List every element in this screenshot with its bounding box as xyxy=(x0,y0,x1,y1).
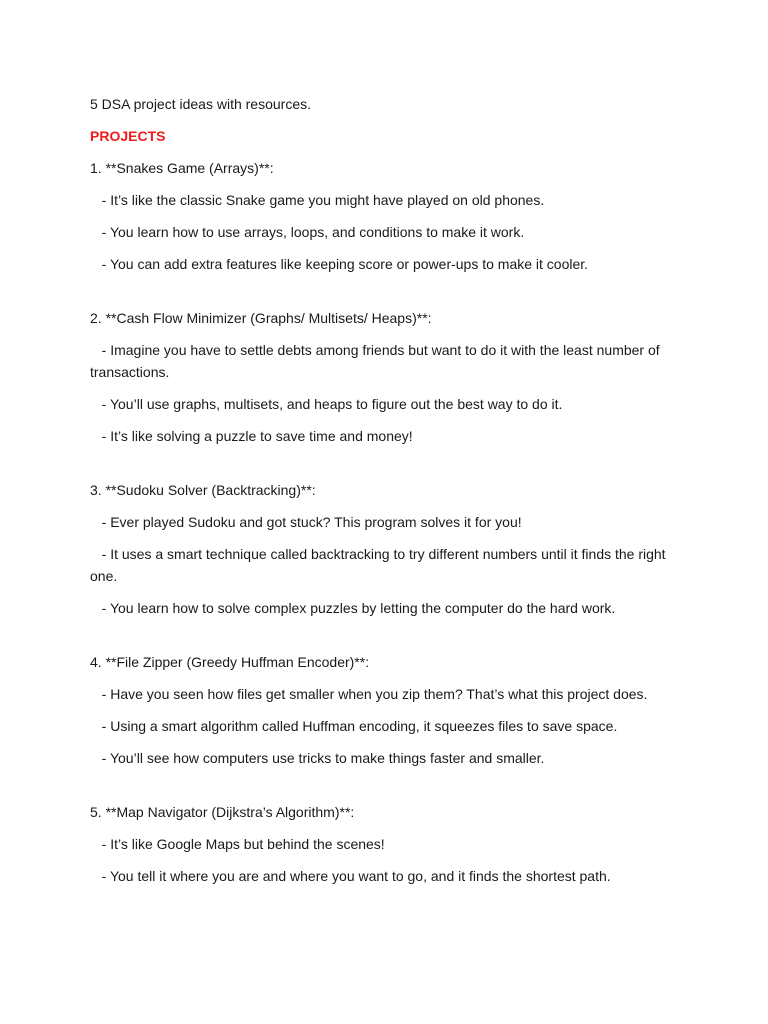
intro-text: 5 DSA project ideas with resources. xyxy=(90,96,311,112)
project-bullet: - You can add extra features like keeping score or power-ups to make it cooler. xyxy=(90,256,589,272)
project-bullet: - Ever played Sudoku and got stuck? This program solves it for you! xyxy=(90,514,522,530)
project-bullet: - It’s like the classic Snake game you might have played on old phones. xyxy=(90,192,545,208)
projects-heading: PROJECTS xyxy=(90,128,166,144)
project-title: 3. **Sudoku Solver (Backtracking)**: xyxy=(90,482,316,498)
project-bullet: - You learn how to use arrays, loops, and conditions to make it work. xyxy=(90,224,525,240)
project-item xyxy=(90,479,675,619)
project-bullet: - You learn how to solve complex puzzles by letting the computer do the hard work. xyxy=(90,600,616,616)
project-item xyxy=(90,307,675,447)
project-title: 1. **Snakes Game (Arrays)**: xyxy=(90,160,274,176)
project-item xyxy=(90,801,675,887)
project-bullet: - You’ll use graphs, multisets, and heaps to figure out the best way to do it. xyxy=(90,396,563,412)
project-bullet: - You tell it where you are and where you want to go, and it finds the shortest path. xyxy=(90,868,611,884)
document-page xyxy=(90,93,675,897)
project-bullet: - It uses a smart technique called backtracking to try different numbers until it finds the right one. xyxy=(90,546,670,584)
project-bullet: - Imagine you have to settle debts among friends but want to do it with the least number of transactions. xyxy=(90,342,664,380)
project-bullet: - It’s like solving a puzzle to save time and money! xyxy=(90,428,413,444)
project-bullet: - You’ll see how computers use tricks to make things faster and smaller. xyxy=(90,750,545,766)
project-title: 2. **Cash Flow Minimizer (Graphs/ Multisets/ Heaps)**: xyxy=(90,310,432,326)
project-title: 5. **Map Navigator (Dijkstra’s Algorithm)**: xyxy=(90,804,355,820)
project-item xyxy=(90,651,675,769)
project-bullet: - Have you seen how files get smaller when you zip them? That’s what this project does. xyxy=(90,686,648,702)
project-bullet: - It’s like Google Maps but behind the scenes! xyxy=(90,836,385,852)
project-bullet: - Using a smart algorithm called Huffman encoding, it squeezes files to save space. xyxy=(90,718,618,734)
project-item xyxy=(90,157,675,275)
project-title: 4. **File Zipper (Greedy Huffman Encoder)**: xyxy=(90,654,370,670)
